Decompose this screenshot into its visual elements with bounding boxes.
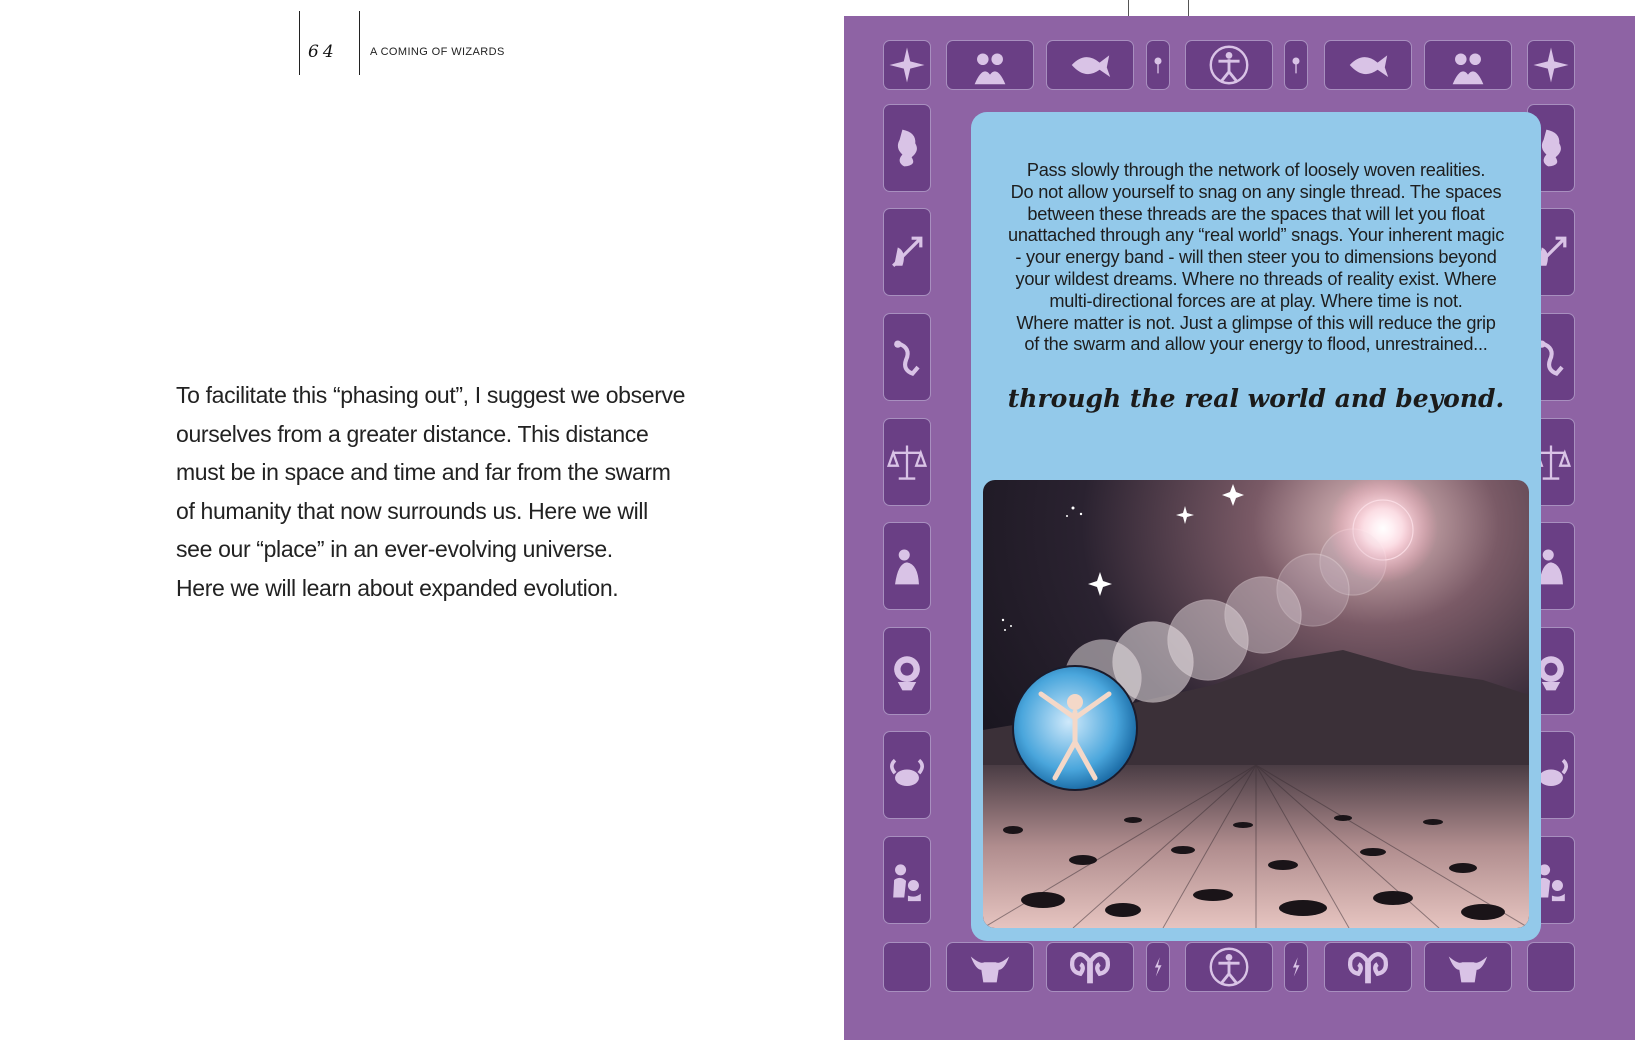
body-line: of humanity that now surrounds us. Here we will bbox=[176, 497, 648, 524]
header-rule-left bbox=[299, 11, 300, 75]
ram-icon bbox=[1046, 942, 1134, 992]
fish-icon bbox=[1047, 41, 1133, 89]
moon-icon bbox=[1527, 942, 1575, 992]
lightning-icon bbox=[1146, 942, 1170, 992]
verse-line: between these threads are the spaces that will let you float bbox=[1027, 203, 1485, 224]
gemini-icon bbox=[883, 836, 931, 924]
rose-icon bbox=[1284, 40, 1308, 90]
verse-text bbox=[990, 160, 1522, 356]
archer-icon bbox=[883, 208, 931, 296]
archer-icon bbox=[884, 209, 930, 295]
ram-icon bbox=[1325, 943, 1411, 991]
ram-icon bbox=[1047, 943, 1133, 991]
crop-mark bbox=[1128, 0, 1129, 16]
lightning-icon bbox=[1147, 943, 1169, 991]
bull-icon bbox=[947, 943, 1033, 991]
bull-icon bbox=[946, 942, 1034, 992]
verse-line: Pass slowly through the network of loosely woven realities. bbox=[1026, 160, 1486, 180]
verse-line: multi-directional forces are at play. Where time is not. bbox=[1049, 290, 1463, 311]
running-head: A COMING OF WIZARDS bbox=[370, 46, 505, 58]
scorpion-icon bbox=[884, 314, 930, 400]
moon-icon bbox=[884, 943, 930, 991]
crab-icon bbox=[883, 731, 931, 819]
lightning-icon bbox=[1284, 942, 1308, 992]
crab-icon bbox=[884, 732, 930, 818]
rose-icon bbox=[1146, 40, 1170, 90]
body-line: see our “place” in an ever-evolving universe. bbox=[176, 536, 613, 563]
bull-icon bbox=[1424, 942, 1512, 992]
lightning-icon bbox=[1285, 943, 1307, 991]
cosmic-illustration bbox=[983, 480, 1529, 928]
scorpion-icon bbox=[883, 313, 931, 401]
scales-icon bbox=[883, 418, 931, 506]
virgo-icon bbox=[883, 522, 931, 610]
twins-icon bbox=[946, 40, 1034, 90]
figure-head bbox=[1067, 694, 1083, 710]
capricorn-icon bbox=[884, 105, 930, 191]
vitruvian-man-icon bbox=[1185, 942, 1273, 992]
twins-icon bbox=[1424, 40, 1512, 90]
page-number: 64 bbox=[308, 42, 338, 62]
star-icon bbox=[1528, 41, 1574, 89]
body-line: Here we will learn about expanded evolution. bbox=[176, 574, 619, 601]
verse-line: Do not allow yourself to snag on any single thread. The spaces bbox=[1010, 181, 1502, 202]
verse-line: of the swarm and allow your energy to flood, unrestrained... bbox=[1024, 334, 1488, 355]
star-icon bbox=[883, 40, 931, 90]
virgo-icon bbox=[884, 523, 930, 609]
star-icon bbox=[884, 41, 930, 89]
verse-line: - your energy band - will then steer you to dimensions beyond bbox=[1015, 247, 1497, 268]
verse-line: your wildest dreams. Where no threads of reality exist. Where bbox=[1015, 268, 1497, 289]
illustration-svg bbox=[983, 480, 1529, 928]
body-line: must be in space and time and far from the swarm bbox=[176, 459, 671, 486]
rose-icon bbox=[1147, 41, 1169, 89]
twins-icon bbox=[947, 41, 1033, 89]
fish-icon bbox=[1046, 40, 1134, 90]
lion-icon bbox=[883, 627, 931, 715]
lion-icon bbox=[884, 628, 930, 714]
body-line: To facilitate this “phasing out”, I suggest we observe bbox=[176, 382, 686, 408]
rose-icon bbox=[1285, 41, 1307, 89]
crop-mark bbox=[1188, 0, 1189, 16]
twins-icon bbox=[1425, 41, 1511, 89]
vitruvian-man-icon bbox=[1186, 943, 1272, 991]
moon-icon bbox=[883, 942, 931, 992]
header-rule-right bbox=[359, 11, 360, 75]
capricorn-icon bbox=[883, 104, 931, 192]
fish-icon bbox=[1324, 40, 1412, 90]
vitruvian-man-icon bbox=[1186, 41, 1272, 89]
vitruvian-man-icon bbox=[1185, 40, 1273, 90]
body-paragraph bbox=[176, 376, 696, 608]
body-line: ourselves from a greater distance. This distance bbox=[176, 420, 649, 447]
verse-line: unattached through any “real world” snags. Your inherent magic bbox=[1007, 225, 1505, 246]
moon-icon bbox=[1528, 943, 1574, 991]
bull-icon bbox=[1425, 943, 1511, 991]
gemini-icon bbox=[884, 837, 930, 923]
verse-line: Where matter is not. Just a glimpse of this will reduce the grip bbox=[1016, 312, 1496, 333]
ram-icon bbox=[1324, 942, 1412, 992]
star-icon bbox=[1527, 40, 1575, 90]
fish-icon bbox=[1325, 41, 1411, 89]
scales-icon bbox=[884, 419, 930, 505]
closing-line: through the real world and beyond. bbox=[1007, 384, 1505, 413]
